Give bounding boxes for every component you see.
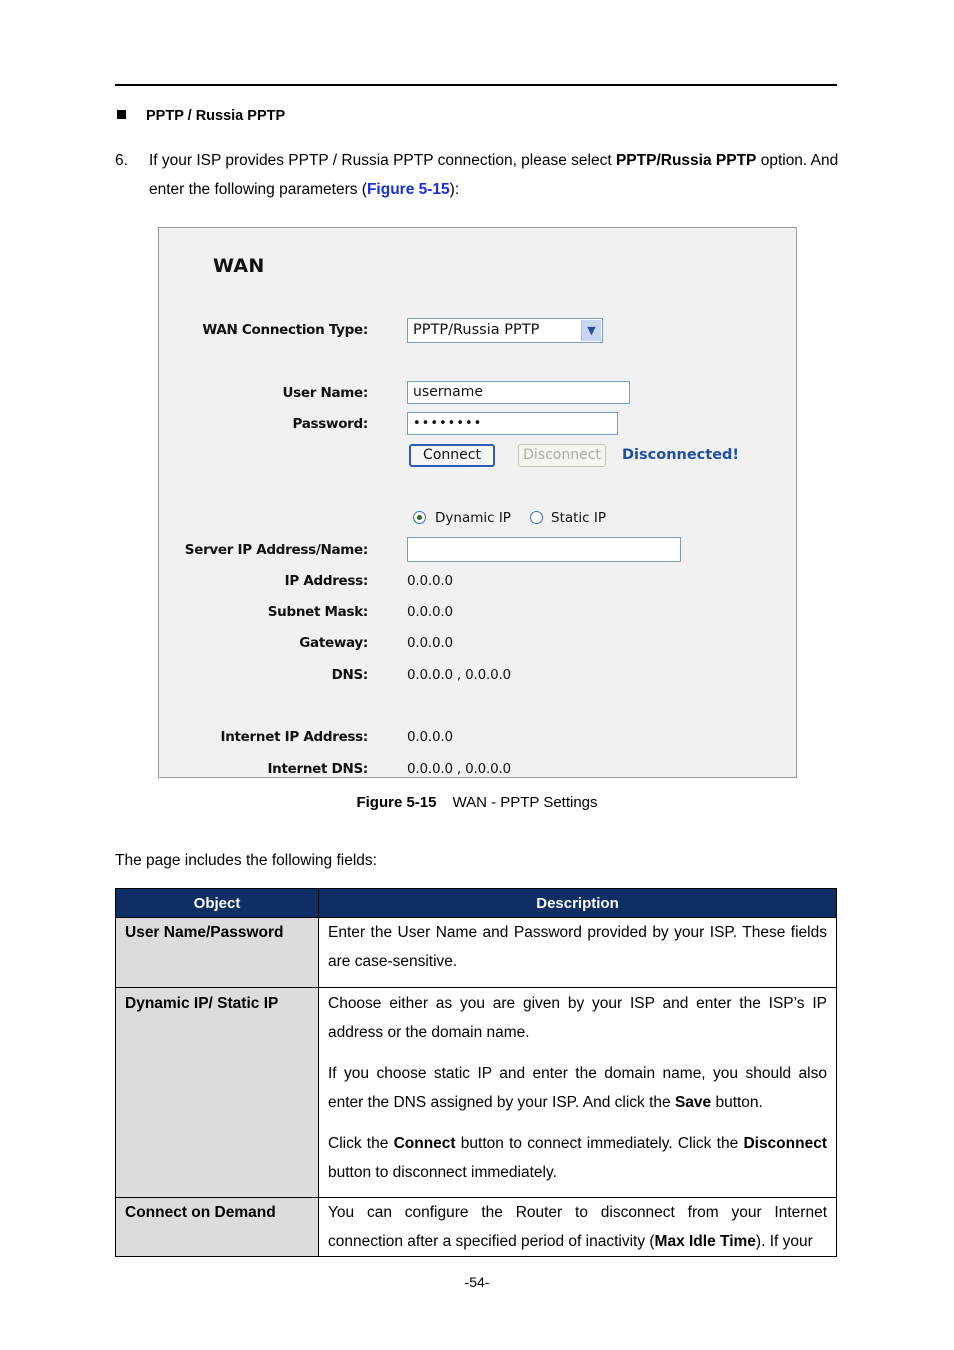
dynamic-ip-label: Dynamic IP: [435, 510, 511, 526]
chevron-down-icon[interactable]: ▼: [581, 320, 601, 341]
page-number: -54-: [464, 1274, 490, 1290]
table-row: [116, 1198, 837, 1257]
header-description: Description: [319, 889, 837, 918]
step-text-part: ):: [449, 181, 460, 198]
dns-label: DNS:: [331, 667, 368, 683]
gateway-label: Gateway:: [299, 635, 368, 651]
figure-title: WAN: [213, 255, 265, 277]
row-object: Connect on Demand: [116, 1198, 319, 1257]
dynamic-ip-radio[interactable]: [413, 511, 426, 524]
step-text-part: If your ISP provides PPTP / Russia PPTP connection, please select: [149, 152, 616, 169]
step-text-bold: PPTP/Russia PPTP: [615, 152, 757, 169]
password-input[interactable]: ••••••••: [407, 412, 618, 435]
row-description: [319, 988, 837, 1198]
step-text-part: option. And enter the following parameters (: [149, 152, 839, 198]
fields-table: [115, 888, 837, 1257]
conn-type-select[interactable]: [407, 318, 603, 343]
desc-bold: Disconnect: [743, 1135, 827, 1152]
row-object: User Name/Password: [116, 918, 319, 988]
row-description: [319, 1198, 837, 1257]
section-heading: [117, 108, 285, 124]
table-row: [116, 918, 837, 988]
username-input[interactable]: username: [407, 381, 630, 404]
table-header-row: [116, 889, 837, 918]
caption-text: WAN - PPTP Settings: [452, 794, 598, 811]
desc-text: button.: [711, 1094, 763, 1111]
section-title: PPTP / Russia PPTP: [146, 108, 286, 124]
password-label: Password:: [292, 416, 368, 432]
desc-bold: Max Idle Time: [654, 1233, 756, 1250]
desc-text: button to connect immediately. Click the: [455, 1135, 744, 1152]
wan-settings-figure: [158, 227, 797, 778]
conn-type-label: WAN Connection Type:: [202, 322, 368, 338]
figure-caption: [0, 794, 954, 811]
row-object: Dynamic IP/ Static IP: [116, 988, 319, 1198]
connection-status: Disconnected!: [622, 447, 740, 463]
static-ip-radio[interactable]: [530, 511, 543, 524]
step-number: 6.: [115, 152, 128, 169]
desc-paragraph: Choose either as you are given by your ISP and enter the ISP’s IP address or the domain name.: [328, 995, 827, 1041]
mask-label: Subnet Mask:: [267, 604, 368, 620]
desc-text: button to disconnect immediately.: [328, 1164, 557, 1181]
desc-paragraph: [328, 1129, 827, 1187]
figure-link[interactable]: Figure 5-15: [366, 181, 450, 198]
mask-value: 0.0.0.0: [407, 604, 453, 620]
internet-ip-label: Internet IP Address:: [220, 729, 368, 745]
desc-bold: Connect: [393, 1135, 456, 1152]
server-input[interactable]: [407, 537, 681, 562]
internet-dns-label: Internet DNS:: [267, 761, 368, 777]
desc-text: ). If your: [755, 1233, 813, 1250]
connect-button[interactable]: Connect: [409, 444, 495, 467]
header-rule: [115, 84, 837, 86]
gateway-value: 0.0.0.0: [407, 635, 453, 651]
table-row: [116, 988, 837, 1198]
desc-text: You can configure the Router to disconnect from your Internet connection after a specified period of inactivity (: [328, 1204, 827, 1250]
conn-type-value: PPTP/Russia PPTP: [413, 322, 540, 338]
row-description: Enter the User Name and Password provided by your ISP. These fields are case-sensitive.: [319, 918, 837, 988]
ip-label: IP Address:: [284, 573, 368, 589]
ip-value: 0.0.0.0: [407, 573, 453, 589]
server-label: Server IP Address/Name:: [184, 542, 368, 558]
desc-text: Click the: [328, 1135, 394, 1152]
step-text: [149, 146, 839, 204]
username-label: User Name:: [282, 385, 368, 401]
desc-paragraph: [328, 1059, 827, 1117]
square-bullet-icon: [117, 110, 126, 119]
internet-dns-value: 0.0.0.0 , 0.0.0.0: [407, 761, 511, 777]
desc-bold: Save: [674, 1094, 712, 1111]
desc-text: If you choose static IP and enter the domain name, you should also enter the DNS assigned by your ISP. And click the: [328, 1065, 827, 1111]
internet-ip-value: 0.0.0.0: [407, 729, 453, 745]
dns-value: 0.0.0.0 , 0.0.0.0: [407, 667, 511, 683]
caption-label: Figure 5-15: [356, 794, 437, 811]
fields-intro: The page includes the following fields:: [115, 852, 377, 869]
disconnect-button[interactable]: Disconnect: [518, 444, 606, 467]
header-object: Object: [116, 889, 319, 918]
static-ip-label: Static IP: [551, 510, 607, 526]
